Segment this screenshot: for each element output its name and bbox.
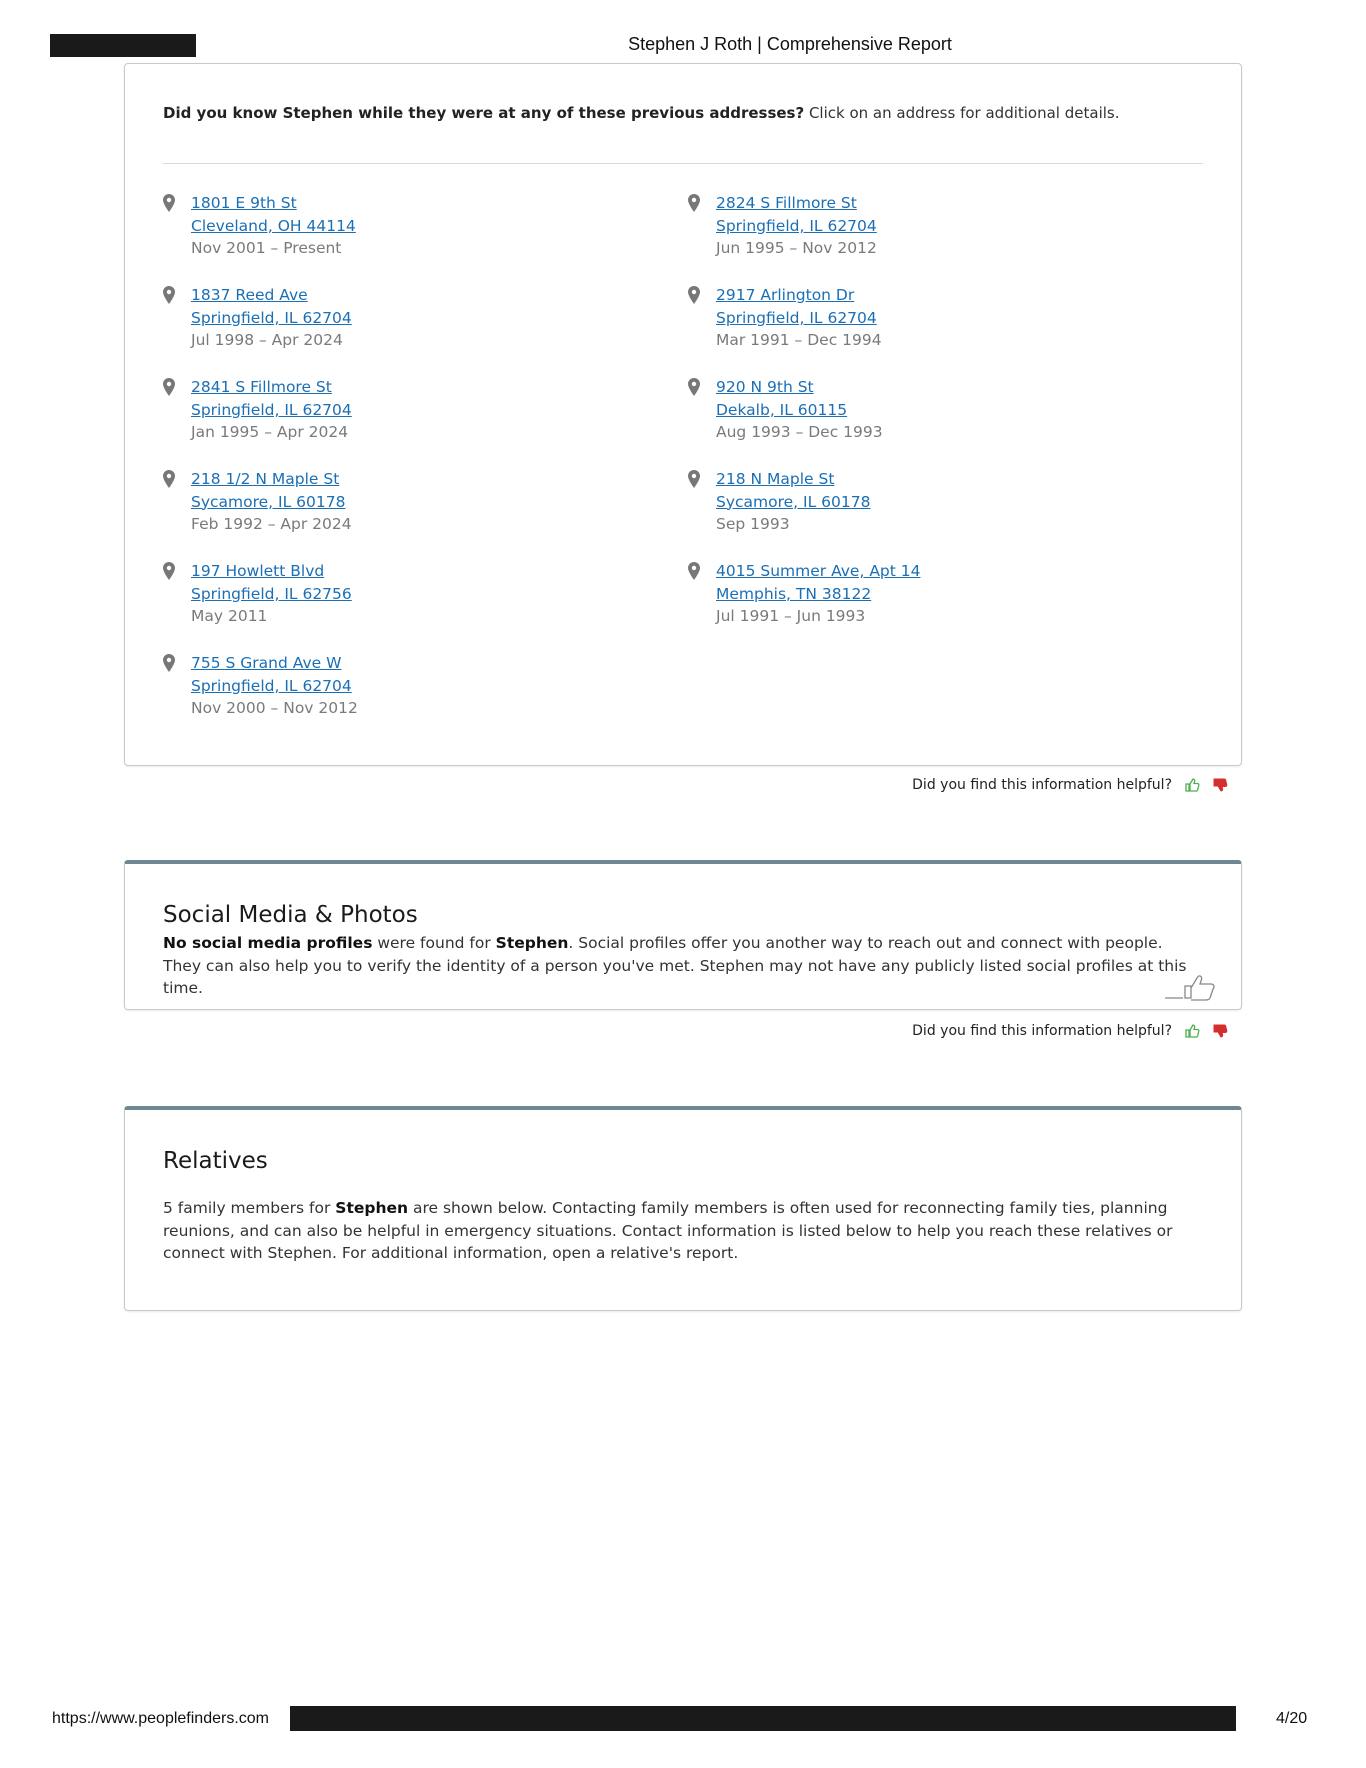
address-city-link[interactable]: Cleveland, OH 44114 [191, 216, 356, 235]
address-street-link[interactable]: 4015 Summer Ave, Apt 14 [716, 562, 921, 580]
address-dates: Mar 1991 – Dec 1994 [716, 331, 882, 349]
address-lines [191, 376, 352, 444]
address-dates: Nov 2001 – Present [191, 239, 342, 257]
address-dates: Jul 1998 – Apr 2024 [191, 331, 343, 349]
helpful-question: Did you find this information helpful? [912, 777, 1172, 793]
relatives-card [124, 1106, 1242, 1311]
addresses-intro-hint: Click on an address for additional details. [804, 104, 1120, 122]
address-lines [191, 192, 356, 260]
helpful-question-2: Did you find this information helpful? [912, 1023, 1172, 1039]
helpful-feedback [912, 777, 1228, 793]
address-lines [716, 192, 877, 260]
thumbs-up-icon[interactable] [1184, 1023, 1200, 1039]
address-dates: Jan 1995 – Apr 2024 [191, 423, 349, 441]
social-text-2: . Social profiles offer you another way to reach out and connect with people. They can also help you to verify the identity of a person you've met. Stephen may not have any publicly listed social profiles at this time. [163, 934, 1187, 997]
thumbs-down-icon[interactable] [1212, 777, 1228, 793]
social-name: Stephen [495, 934, 569, 952]
social-media-card [124, 860, 1242, 1010]
location-pin-icon [163, 654, 175, 672]
location-pin-icon [163, 286, 175, 304]
address-dates: Feb 1992 – Apr 2024 [191, 515, 352, 533]
address-dates: Jul 1991 – Jun 1993 [716, 607, 866, 625]
social-no-profiles: No social media profiles [163, 934, 373, 952]
addresses-intro [163, 104, 1119, 122]
address-lines [191, 468, 352, 536]
address-city-link[interactable]: Springfield, IL 62756 [191, 584, 352, 603]
address-street-link[interactable]: 2917 Arlington Dr [716, 286, 855, 304]
page-title: Stephen J Roth | Comprehensive Report [628, 34, 952, 54]
address-street-link[interactable]: 197 Howlett Blvd [191, 562, 325, 580]
page-number: 4/20 [1276, 1710, 1308, 1727]
footer-url: https://www.peoplefinders.com [52, 1710, 269, 1727]
previous-addresses-card [124, 63, 1242, 766]
location-pin-icon [688, 378, 700, 396]
address-dates: May 2011 [191, 607, 268, 625]
location-pin-icon [688, 286, 700, 304]
location-pin-icon [163, 470, 175, 488]
redacted-block-footer [290, 1706, 1236, 1731]
address-lines [716, 284, 882, 352]
address-city-link[interactable]: Springfield, IL 62704 [716, 216, 877, 235]
address-dates: Nov 2000 – Nov 2012 [191, 699, 358, 717]
addresses-intro-question: Did you know Stephen while they were at any of these previous addresses? [163, 104, 805, 122]
location-pin-icon [688, 194, 700, 212]
address-dates: Jun 1995 – Nov 2012 [716, 239, 877, 257]
address-city-link[interactable]: Springfield, IL 62704 [191, 676, 352, 695]
address-city-link[interactable]: Sycamore, IL 60178 [716, 492, 871, 511]
address-street-link[interactable]: 1801 E 9th St [191, 194, 297, 212]
address-city-link[interactable]: Springfield, IL 62704 [716, 308, 877, 327]
address-street-link[interactable]: 755 S Grand Ave W [191, 654, 342, 672]
address-street-link[interactable]: 2841 S Fillmore St [191, 378, 332, 396]
address-street-link[interactable]: 218 N Maple St [716, 470, 835, 488]
location-pin-icon [688, 562, 700, 580]
address-lines [716, 376, 883, 444]
address-lines [191, 284, 352, 352]
helpful-feedback-2 [912, 1023, 1228, 1039]
thumbs-up-icon[interactable] [1184, 777, 1200, 793]
address-street-link[interactable]: 2824 S Fillmore St [716, 194, 857, 212]
address-street-link[interactable]: 920 N 9th St [716, 378, 814, 396]
address-city-link[interactable]: Memphis, TN 38122 [716, 584, 872, 603]
location-pin-icon [688, 470, 700, 488]
social-description [163, 932, 1205, 1000]
location-pin-icon [163, 378, 175, 396]
thumbs-up-illustration-icon [1163, 968, 1223, 1004]
address-city-link[interactable]: Springfield, IL 62704 [191, 308, 352, 327]
address-city-link[interactable]: Sycamore, IL 60178 [191, 492, 346, 511]
address-lines [716, 560, 921, 628]
relatives-text-2: are shown below. Contacting family members is often used for reconnecting family ties, planning reunions, and can also be helpful in emergency situations. Contact information is listed below to help you reach these relatives or connect with Stephen. For additional information, open a relative's report. [163, 1199, 1173, 1262]
location-pin-icon [163, 194, 175, 212]
thumbs-down-icon[interactable] [1212, 1023, 1228, 1039]
location-pin-icon [163, 562, 175, 580]
address-lines [191, 652, 358, 720]
relatives-title: Relatives [163, 1148, 268, 1174]
address-street-link[interactable]: 218 1/2 N Maple St [191, 470, 340, 488]
address-city-link[interactable]: Dekalb, IL 60115 [716, 400, 848, 419]
divider [163, 163, 1203, 164]
address-street-link[interactable]: 1837 Reed Ave [191, 286, 308, 304]
address-lines [191, 560, 352, 628]
relatives-description [163, 1197, 1181, 1265]
address-dates: Aug 1993 – Dec 1993 [716, 423, 883, 441]
address-lines [716, 468, 870, 536]
social-title: Social Media & Photos [163, 902, 418, 928]
social-text-1: were found for [372, 934, 496, 952]
relatives-text-1: 5 family members for [163, 1199, 336, 1217]
relatives-name: Stephen [335, 1199, 409, 1217]
address-dates: Sep 1993 [716, 515, 790, 533]
address-city-link[interactable]: Springfield, IL 62704 [191, 400, 352, 419]
